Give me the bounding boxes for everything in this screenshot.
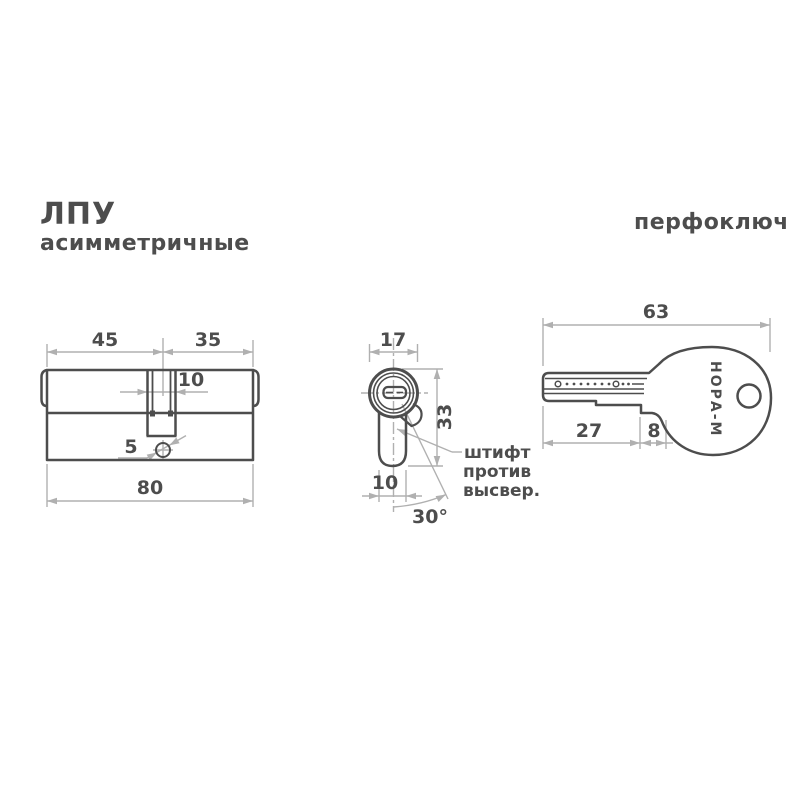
end-view [361, 329, 540, 528]
slot-foot-right [168, 411, 173, 417]
dim-keylength-label: 63 [642, 301, 670, 323]
key-type-label: перфоключ [634, 210, 789, 235]
dim-total-label: 80 [136, 477, 164, 499]
blade-pin-dimple-large-1 [555, 381, 561, 387]
key-view [543, 301, 771, 455]
dim-angle-label: 30° [412, 506, 448, 528]
dim-right-label: 35 [194, 329, 222, 351]
key-hole [738, 385, 761, 408]
front-view [42, 329, 259, 507]
blade-pin-dimple-large-2 [613, 381, 619, 387]
dim-slot-label: 10 [177, 369, 205, 391]
dim-shoulder-label: 8 [647, 420, 661, 442]
product-series-title: ЛПУ [40, 197, 117, 232]
dim-height-label: 33 [434, 403, 456, 431]
dim-hole-label: 5 [124, 436, 138, 458]
blade-perforation-dots [566, 383, 630, 386]
callout-line3: высвер. [463, 481, 541, 501]
callout-line2: против [463, 462, 532, 482]
dim-bodywidth-label: 10 [371, 472, 399, 494]
key-brand-text: НОРА-М [707, 361, 723, 438]
dim-diameter-label: 17 [379, 329, 407, 351]
callout-line1: штифт [464, 443, 531, 463]
product-variant-subtitle: асимметричные [40, 231, 250, 256]
slot-foot-left [150, 411, 155, 417]
cylinder-lower-body [379, 411, 406, 466]
dim-left-label: 45 [91, 329, 119, 351]
cylinder-end-outline [370, 369, 422, 466]
dim-blade-label: 27 [575, 420, 603, 442]
